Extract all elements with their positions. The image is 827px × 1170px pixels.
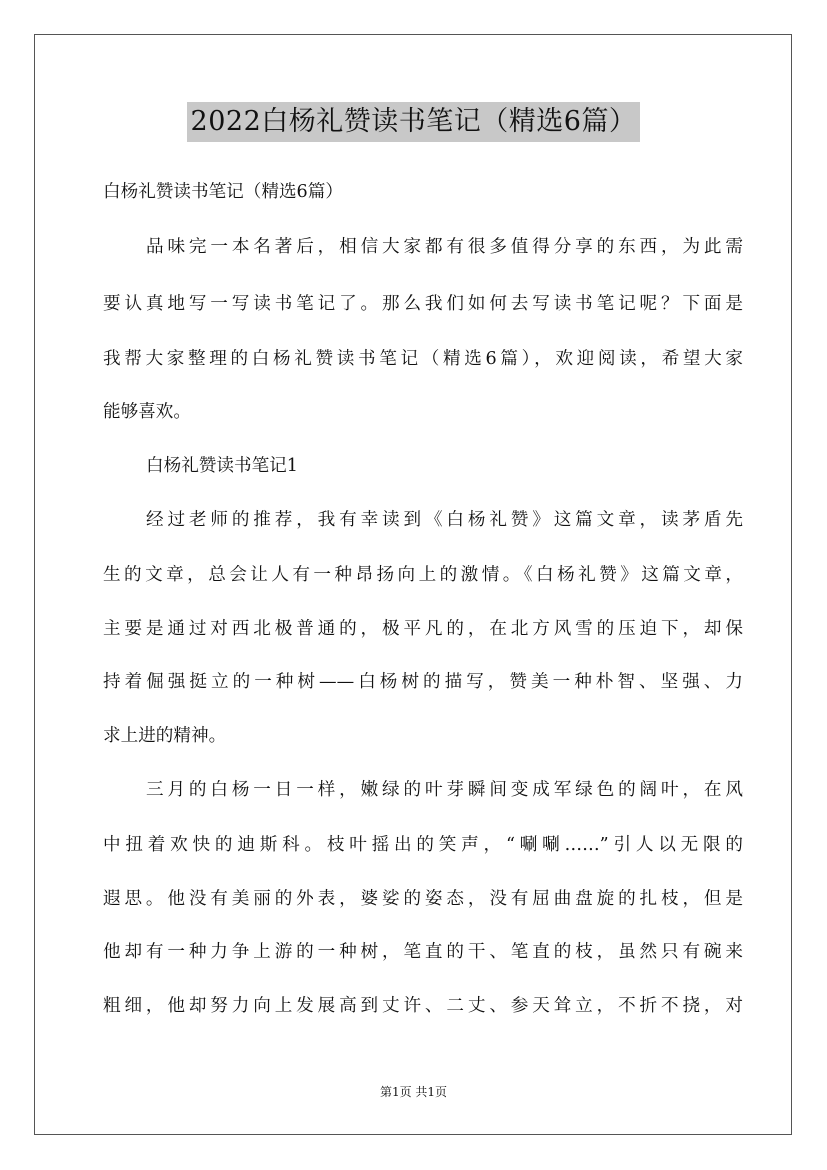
- paragraph-2-line-3: 遐思。他没有美丽的外表，婆娑的姿态，没有屈曲盘旋的扎枝，但是: [103, 889, 743, 909]
- intro-line-4: 能够喜欢。: [103, 402, 191, 422]
- subtitle-line: 白杨礼赞读书笔记（精选6篇）: [103, 182, 343, 202]
- intro-line-3: 我帮大家整理的白杨礼赞读书笔记（精选6篇），欢迎阅读，希望大家: [103, 349, 743, 369]
- paragraph-1-line-4: 持着倔强挺立的一种树——白杨树的描写，赞美一种朴智、坚强、力: [103, 672, 743, 692]
- title-container: [0, 102, 827, 142]
- paragraph-1-line-3: 主要是通过对西北极普通的，极平凡的，在北方风雪的压迫下，却保: [103, 619, 743, 639]
- intro-line-1: 品味完一本名著后，相信大家都有很多值得分享的东西，为此需: [146, 237, 743, 257]
- paragraph-2-line-2: 中扭着欢快的迪斯科。枝叶摇出的笑声，“唰唰……”引人以无限的: [103, 835, 743, 855]
- paragraph-1-line-2: 生的文章，总会让人有一种昂扬向上的激情。《白杨礼赞》这篇文章，: [103, 565, 743, 585]
- paragraph-2-line-5: 粗细，他却努力向上发展高到丈许、二丈、参天耸立，不折不挠，对: [103, 996, 743, 1016]
- document-title: 2022白杨礼赞读书笔记（精选6篇）: [187, 102, 641, 142]
- intro-line-2: 要认真地写一写读书笔记了。那么我们如何去写读书笔记呢？下面是: [103, 294, 743, 314]
- section-heading-1: 白杨礼赞读书笔记1: [146, 456, 298, 476]
- page-footer: 第1页 共1页: [379, 1085, 448, 1099]
- paragraph-2-line-1: 三月的白杨一日一样，嫩绿的叶芽瞬间变成军绿色的阔叶，在风: [146, 780, 743, 800]
- paragraph-1-line-1: 经过老师的推荐，我有幸读到《白杨礼赞》这篇文章，读茅盾先: [146, 510, 743, 530]
- paragraph-2-line-4: 他却有一种力争上游的一种树，笔直的干、笔直的枝，虽然只有碗来: [103, 942, 743, 962]
- paragraph-1-line-5: 求上进的精神。: [103, 726, 227, 746]
